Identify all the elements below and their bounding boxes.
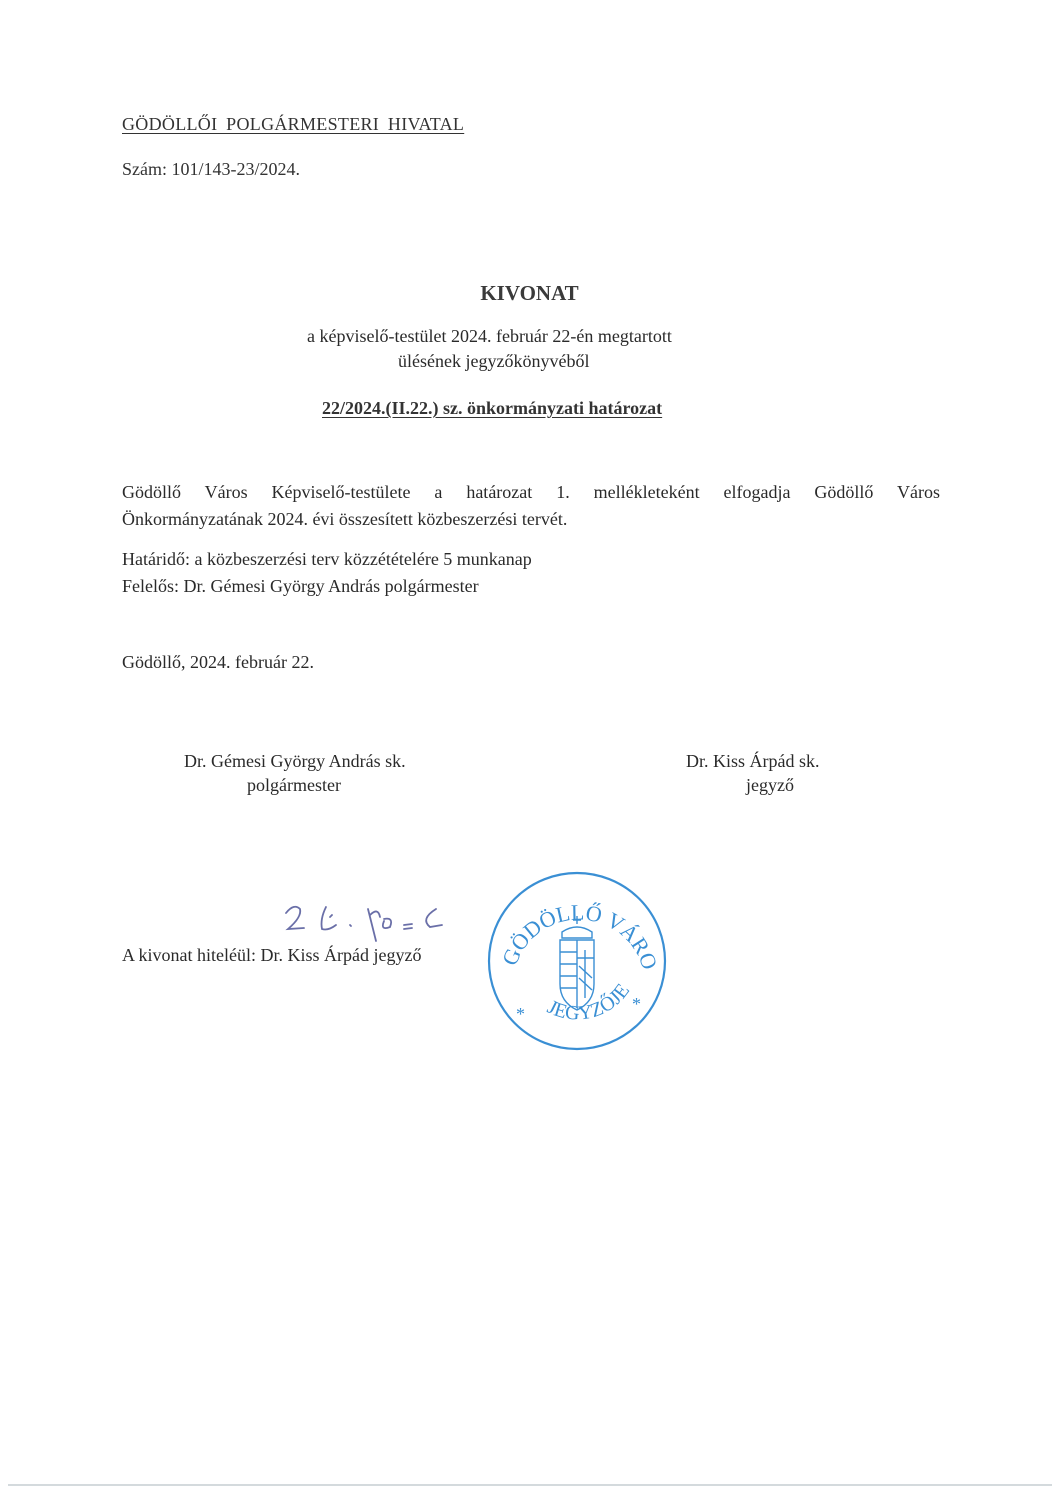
responsible-text: Felelős: Dr. Gémesi György András polgármester <box>122 576 479 596</box>
stamp-star-right: * <box>632 994 641 1014</box>
authentication-text: A kivonat hiteléül: Dr. Kiss Árpád jegyző <box>122 945 422 965</box>
body-text-line-2: Önkormányzatának 2024. évi összesített közbeszerzési tervét. <box>122 509 568 529</box>
official-stamp <box>482 866 672 1061</box>
place-date: Gödöllő, 2024. február 22. <box>122 652 314 672</box>
signatory-notary-name: Dr. Kiss Árpád sk. <box>686 751 820 771</box>
deadline-text: Határidő: a közbeszerzési terv közzétételére 5 munkanap <box>122 549 532 569</box>
document-title: KIVONAT <box>480 281 579 305</box>
signatory-mayor-role: polgármester <box>247 775 341 795</box>
stamp-star-left: * <box>516 1004 525 1024</box>
page-bottom-edge <box>8 1484 1052 1486</box>
signatory-mayor-name: Dr. Gémesi György András sk. <box>184 751 406 771</box>
body-text-line-1: Gödöllő Város Képviselő-testülete a határozat 1. mellékleteként elfogadja Gödöllő Város <box>122 482 940 502</box>
resolution-heading: 22/2024.(II.22.) sz. önkormányzati határozat <box>322 398 663 418</box>
stamp-bottom-text: JEGYZŐJE <box>543 979 635 1025</box>
signatory-notary-role: jegyző <box>746 775 794 795</box>
office-name: GÖDÖLLŐI POLGÁRMESTERI HIVATAL <box>122 114 465 134</box>
stamp-top-text: GÖDÖLLŐ VÁRO <box>496 899 663 973</box>
subtitle-line-1: a képviselő-testület 2024. február 22-én megtartott <box>307 326 672 346</box>
coat-of-arms-icon <box>560 916 594 1010</box>
reference-number: Szám: 101/143-23/2024. <box>122 159 300 179</box>
subtitle-line-2: ülésének jegyzőkönyvéből <box>398 351 590 371</box>
